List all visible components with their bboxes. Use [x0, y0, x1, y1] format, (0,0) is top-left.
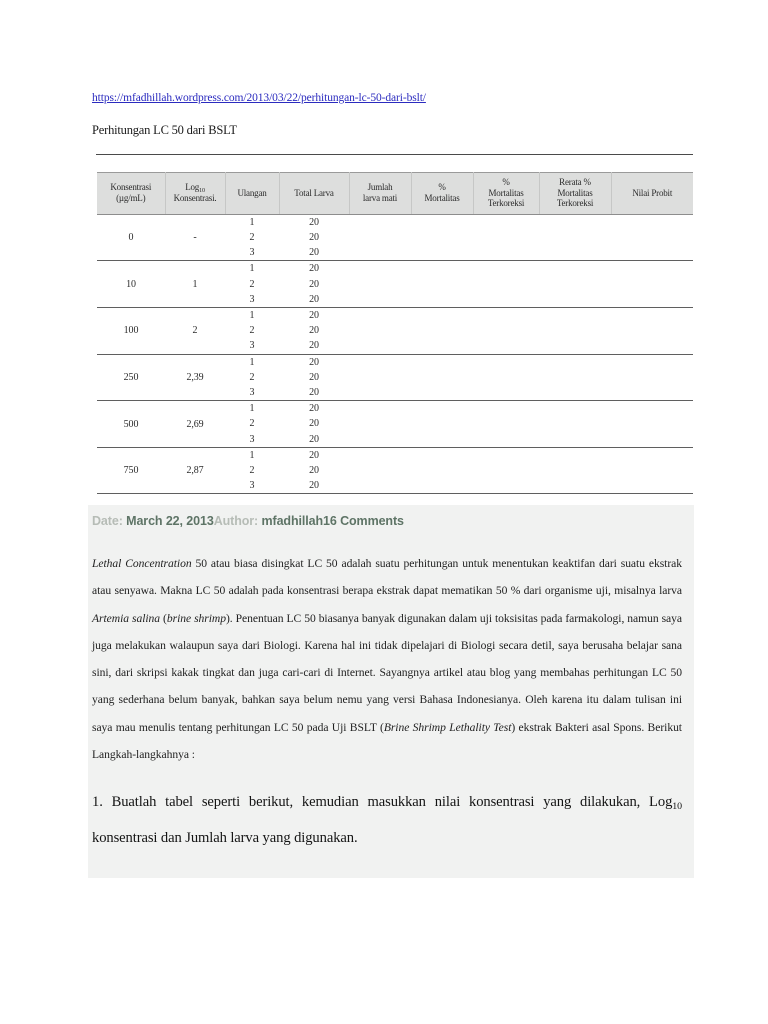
cell-jumlah-larva-mati	[349, 354, 411, 401]
cell-subvalue: 20	[309, 433, 319, 445]
cell-subvalue: 3	[249, 387, 255, 399]
cell-persen-mortalitas-terkoreksi	[473, 354, 539, 401]
cell-subvalue	[473, 277, 539, 292]
cell-ulangan	[225, 354, 279, 401]
cell-subvalue: 20	[309, 356, 319, 368]
table-row	[97, 308, 693, 355]
cell-subvalue: 1	[249, 356, 255, 368]
cell-subvalue: 2	[249, 418, 255, 430]
cell-stack	[225, 308, 279, 354]
cell-subvalue: 2	[249, 465, 255, 477]
cell-nilai-probit	[611, 261, 693, 308]
cell-subvalue: 3	[249, 433, 255, 445]
cell-subvalue	[411, 277, 473, 292]
table-row	[97, 447, 693, 494]
cell-total-larva	[279, 261, 349, 308]
cell-rerata-persen-mortalitas-terkoreksi	[539, 308, 611, 355]
cell-subvalue: 3	[249, 293, 255, 305]
cell-subvalue	[473, 370, 539, 385]
cell-subvalue: 1	[249, 216, 255, 228]
cell-persen-mortalitas	[411, 447, 473, 494]
cell-ulangan	[225, 447, 279, 494]
cell-log-konsentrasi: 2,39	[165, 354, 225, 401]
cell-total-larva	[279, 308, 349, 355]
cell-stack	[279, 448, 349, 494]
cell-subvalue	[473, 463, 539, 478]
cell-subvalue: 20	[309, 263, 319, 275]
cell-persen-mortalitas	[411, 354, 473, 401]
article-meta	[88, 505, 694, 528]
cell-subvalue	[349, 230, 411, 245]
cell-rerata-persen-mortalitas-terkoreksi	[539, 214, 611, 261]
cell-subvalue	[349, 355, 411, 370]
cell-log-konsentrasi: 2,87	[165, 447, 225, 494]
source-url	[92, 92, 426, 104]
cell-rerata-persen-mortalitas-terkoreksi	[539, 354, 611, 401]
col-header-nilai-probit	[611, 173, 693, 215]
cell-persen-mortalitas-terkoreksi	[473, 447, 539, 494]
cell-subvalue: 2	[249, 371, 255, 383]
cell-jumlah-larva-mati	[349, 447, 411, 494]
cell-subvalue	[411, 215, 473, 230]
cell-stack	[279, 355, 349, 401]
article-paragraph: Lethal Concentration 50 atau biasa disingkat LC 50 adalah suatu perhitungan untuk menentukan keaktifan dari suatu ekstrak atau senyawa. Makna LC 50 adalah pada konsentrasi berapa ekstrak dapat mematikan 50 % dari organisme uji, misalnya larva Artemia salina (brine shrimp). Penentuan LC 50 biasanya banyak digunakan dalam uji toksisitas pada farmakologi, namun saya juga melakukan walaupun saya dari Biologi. Karena hal ini tidak dipelajari di Biologi secara detil, saya berusaha belajar sana sini, dari skripsi kakak tingkat dan juga cari-cari di Internet. Sayangnya artikel atau blog yang membahas perhitungan LC 50 yang sederhana belum banyak, bahkan saya belum nemu yang versi Bahasa Indonesianya. Oleh karena itu dalam tulisan ini saya mau menulis tentang perhitungan LC 50 pada Uji BSLT (Brine Shrimp Lethality Test) ekstrak Bakteri asal Spons. Berikut Langkah-langkahnya :	[92, 557, 682, 762]
cell-stack	[411, 355, 473, 401]
cell-subvalue: 2	[249, 278, 255, 290]
article-block	[88, 505, 694, 878]
cell-subvalue	[349, 245, 411, 260]
cell-stack	[473, 308, 539, 354]
col-header-persen-mortalitas-terkoreksi-line3: Terkoreksi	[487, 198, 525, 209]
cell-subvalue	[473, 245, 539, 260]
cell-subvalue	[473, 478, 539, 493]
cell-subvalue	[349, 215, 411, 230]
cell-subvalue	[349, 261, 411, 276]
cell-subvalue	[473, 401, 539, 416]
cell-persen-mortalitas-terkoreksi	[473, 401, 539, 448]
cell-subvalue	[411, 478, 473, 493]
col-header-log-konsentrasi-line2: Konsentrasi.	[173, 193, 217, 204]
table-header-row	[97, 173, 693, 215]
cell-konsentrasi: 10	[97, 261, 165, 308]
cell-log-konsentrasi: 2	[165, 308, 225, 355]
cell-rerata-persen-mortalitas-terkoreksi	[539, 261, 611, 308]
col-header-rerata-line3: Terkoreksi	[556, 198, 594, 209]
cell-total-larva	[279, 354, 349, 401]
cell-jumlah-larva-mati	[349, 308, 411, 355]
table-row	[97, 354, 693, 401]
date-label: Date:	[92, 514, 123, 528]
cell-subvalue: 20	[309, 232, 319, 244]
cell-jumlah-larva-mati	[349, 214, 411, 261]
cell-subvalue: 20	[309, 480, 319, 492]
cell-stack	[349, 448, 411, 494]
cell-stack	[349, 308, 411, 354]
cell-nilai-probit	[611, 354, 693, 401]
cell-stack	[473, 448, 539, 494]
cell-subvalue	[473, 432, 539, 447]
col-header-konsentrasi-line1: Konsentrasi	[110, 182, 152, 193]
col-header-persen-mortalitas-terkoreksi-line2: Mortalitas	[488, 187, 524, 198]
cell-stack	[225, 401, 279, 447]
comments-count[interactable]: 16 Comments	[323, 514, 404, 528]
cell-subvalue	[411, 432, 473, 447]
cell-subvalue	[473, 416, 539, 431]
cell-nilai-probit	[611, 401, 693, 448]
col-header-log-konsentrasi-line1: Log	[185, 182, 200, 192]
cell-subvalue	[411, 416, 473, 431]
cell-stack	[225, 448, 279, 494]
page-title: Perhitungan LC 50 dari BSLT	[92, 123, 237, 137]
cell-subvalue: 20	[309, 325, 319, 337]
cell-subvalue	[473, 261, 539, 276]
cell-subvalue: 20	[309, 293, 319, 305]
col-header-persen-mortalitas-terkoreksi	[473, 173, 539, 215]
cell-subvalue	[349, 370, 411, 385]
cell-subvalue	[349, 277, 411, 292]
cell-konsentrasi: 500	[97, 401, 165, 448]
cell-subvalue: 3	[249, 247, 255, 259]
cell-subvalue: 20	[309, 310, 319, 322]
cell-subvalue	[349, 292, 411, 307]
cell-nilai-probit	[611, 214, 693, 261]
cell-subvalue	[349, 478, 411, 493]
cell-subvalue: 20	[309, 403, 319, 415]
cell-subvalue: 2	[249, 325, 255, 337]
col-header-nilai-probit-line1: Nilai Probit	[632, 187, 673, 198]
author-value[interactable]: mfadhillah	[261, 514, 324, 528]
cell-subvalue: 1	[249, 263, 255, 275]
cell-stack	[279, 401, 349, 447]
col-header-konsentrasi-line2: (µg/mL)	[116, 192, 146, 203]
cell-subvalue	[411, 261, 473, 276]
col-header-total-larva-line1: Total Larva	[294, 187, 334, 198]
cell-ulangan	[225, 214, 279, 261]
cell-subvalue: 2	[249, 232, 255, 244]
cell-subvalue: 20	[309, 216, 319, 228]
col-header-log-konsentrasi	[165, 173, 225, 215]
cell-rerata-persen-mortalitas-terkoreksi	[539, 447, 611, 494]
cell-stack	[473, 261, 539, 307]
col-header-persen-mortalitas-line2: Mortalitas	[424, 192, 460, 203]
cell-stack	[473, 401, 539, 447]
cell-persen-mortalitas-terkoreksi	[473, 308, 539, 355]
cell-subvalue	[473, 308, 539, 323]
col-header-rerata-line2: Mortalitas	[557, 187, 593, 198]
cell-konsentrasi: 750	[97, 447, 165, 494]
cell-subvalue: 20	[309, 465, 319, 477]
cell-subvalue: 3	[249, 480, 255, 492]
cell-stack	[225, 261, 279, 307]
cell-persen-mortalitas-terkoreksi	[473, 261, 539, 308]
cell-subvalue	[411, 385, 473, 400]
cell-total-larva	[279, 401, 349, 448]
cell-total-larva	[279, 447, 349, 494]
col-header-jumlah-larva-mati-line1: Jumlah	[367, 182, 393, 193]
cell-stack	[279, 261, 349, 307]
cell-subvalue	[349, 323, 411, 338]
cell-subvalue	[411, 245, 473, 260]
cell-subvalue	[473, 448, 539, 463]
cell-jumlah-larva-mati	[349, 401, 411, 448]
col-header-jumlah-larva-mati-line2: larva mati	[362, 192, 398, 203]
cell-subvalue	[411, 338, 473, 353]
cell-konsentrasi: 100	[97, 308, 165, 355]
cell-subvalue	[473, 355, 539, 370]
cell-log-konsentrasi: -	[165, 214, 225, 261]
cell-subvalue	[473, 385, 539, 400]
table-row	[97, 261, 693, 308]
cell-subvalue: 20	[309, 371, 319, 383]
article-step-1: 1. Buatlah tabel seperti berikut, kemudian masukkan nilai konsentrasi yang dilakukan, Log$_{10}$ konsentrasi dan Jumlah larva yang digunakan.	[92, 794, 682, 847]
table-row	[97, 214, 693, 261]
cell-subvalue: 20	[309, 387, 319, 399]
cell-subvalue	[349, 385, 411, 400]
cell-subvalue	[411, 230, 473, 245]
cell-subvalue	[473, 292, 539, 307]
cell-subvalue	[349, 338, 411, 353]
col-header-jumlah-larva-mati	[349, 173, 411, 215]
col-header-log-sub: 10	[199, 187, 205, 194]
cell-subvalue	[411, 308, 473, 323]
cell-jumlah-larva-mati	[349, 261, 411, 308]
cell-stack	[225, 215, 279, 261]
cell-subvalue	[349, 432, 411, 447]
cell-persen-mortalitas	[411, 214, 473, 261]
cell-stack	[349, 261, 411, 307]
col-header-ulangan	[225, 173, 279, 215]
col-header-total-larva	[279, 173, 349, 215]
cell-stack	[411, 215, 473, 261]
cell-subvalue	[349, 463, 411, 478]
cell-rerata-persen-mortalitas-terkoreksi	[539, 401, 611, 448]
cell-stack	[349, 401, 411, 447]
cell-persen-mortalitas	[411, 401, 473, 448]
cell-subvalue: 20	[309, 340, 319, 352]
cell-stack	[349, 215, 411, 261]
cell-nilai-probit	[611, 308, 693, 355]
col-header-persen-mortalitas-terkoreksi-line1: %	[502, 177, 510, 187]
bslt-data-table	[97, 172, 693, 494]
cell-log-konsentrasi: 1	[165, 261, 225, 308]
cell-subvalue	[473, 338, 539, 353]
cell-persen-mortalitas-terkoreksi	[473, 214, 539, 261]
col-header-persen-mortalitas	[411, 173, 473, 215]
cell-stack	[411, 261, 473, 307]
cell-ulangan	[225, 308, 279, 355]
cell-subvalue	[411, 323, 473, 338]
cell-ulangan	[225, 261, 279, 308]
col-header-rerata-persen-mortalitas-terkoreksi	[539, 173, 611, 215]
cell-subvalue	[473, 215, 539, 230]
cell-stack	[279, 308, 349, 354]
cell-subvalue	[411, 401, 473, 416]
cell-subvalue	[411, 292, 473, 307]
table-header	[97, 173, 693, 215]
cell-subvalue: 20	[309, 278, 319, 290]
source-url-link[interactable]: https://mfadhillah.wordpress.com/2013/03/22/perhitungan-lc-50-dari-bslt/	[92, 92, 426, 104]
cell-stack	[411, 401, 473, 447]
cell-subvalue	[349, 401, 411, 416]
cell-subvalue	[411, 448, 473, 463]
cell-subvalue: 20	[309, 449, 319, 461]
cell-subvalue	[411, 355, 473, 370]
cell-stack	[473, 355, 539, 401]
cell-total-larva	[279, 214, 349, 261]
cell-subvalue: 1	[249, 310, 255, 322]
cell-subvalue: 1	[249, 449, 255, 461]
cell-subvalue	[349, 308, 411, 323]
author-label: Author:	[213, 514, 259, 528]
cell-subvalue	[349, 448, 411, 463]
cell-stack	[411, 448, 473, 494]
cell-stack	[411, 308, 473, 354]
cell-subvalue	[473, 230, 539, 245]
col-header-konsentrasi	[97, 173, 165, 215]
cell-stack	[225, 355, 279, 401]
table-row	[97, 401, 693, 448]
cell-ulangan	[225, 401, 279, 448]
cell-nilai-probit	[611, 447, 693, 494]
cell-subvalue: 1	[249, 403, 255, 415]
bslt-data-table-wrapper	[97, 172, 693, 494]
cell-subvalue	[411, 370, 473, 385]
cell-konsentrasi: 250	[97, 354, 165, 401]
cell-persen-mortalitas	[411, 308, 473, 355]
cell-konsentrasi: 0	[97, 214, 165, 261]
date-value[interactable]: March 22, 2013	[126, 514, 214, 528]
col-header-persen-mortalitas-line1: %	[438, 182, 446, 193]
cell-subvalue: 20	[309, 247, 319, 259]
cell-subvalue	[473, 323, 539, 338]
cell-persen-mortalitas	[411, 261, 473, 308]
cell-stack	[279, 215, 349, 261]
header-divider	[96, 154, 693, 155]
cell-subvalue	[411, 463, 473, 478]
cell-subvalue: 3	[249, 340, 255, 352]
table-body	[97, 214, 693, 494]
cell-stack	[473, 215, 539, 261]
col-header-ulangan-line1: Ulangan	[237, 187, 267, 198]
cell-subvalue	[349, 416, 411, 431]
cell-stack	[349, 355, 411, 401]
cell-subvalue: 20	[309, 418, 319, 430]
col-header-rerata-line1: Rerata %	[559, 177, 591, 187]
cell-log-konsentrasi: 2,69	[165, 401, 225, 448]
